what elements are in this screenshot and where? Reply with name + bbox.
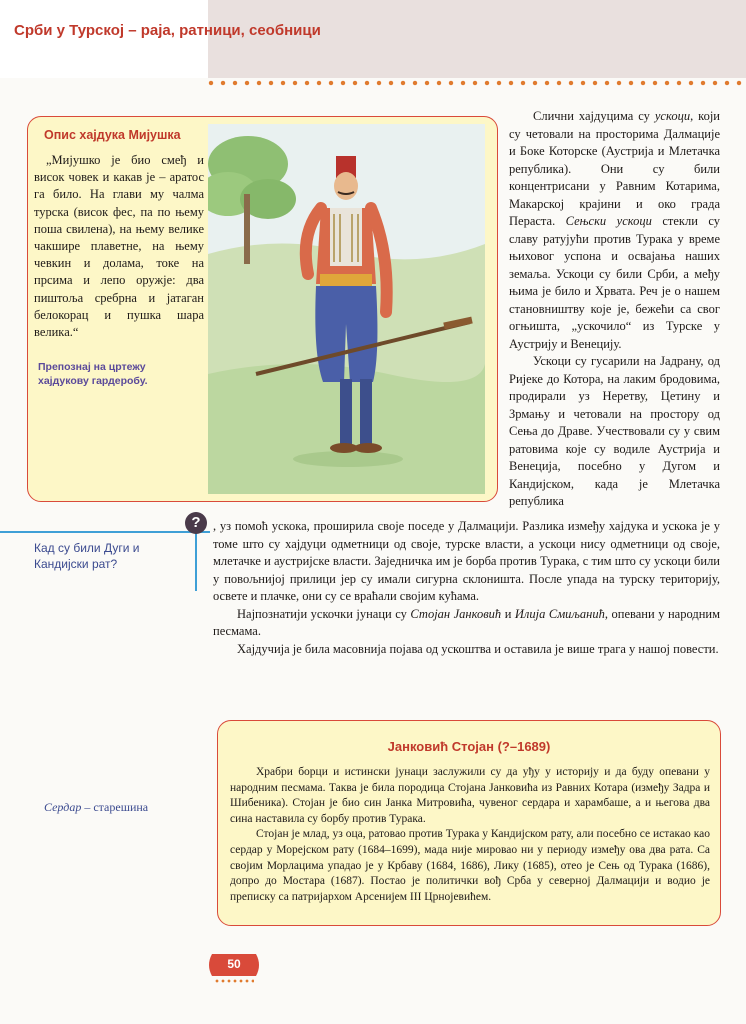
text-span: и [501,606,515,621]
name-ilija: Илија Смиљанић [514,606,605,621]
dotted-divider [205,80,746,86]
right-column-text [509,108,720,511]
term-uskoci: ускоци [654,109,691,123]
text-span: , опевани у народним песмама. [213,606,720,638]
text-span: стекли су славу ратујући против Турака у време њиховог успона и освајања наших земаља. Ускоци су били Срби, а међу њима је било и Хрвата. Реч је о нашем становништву које је, бежећи са свог огњишта, „ускочило“ из Турске у Аустрију и Венецију. [509,214,720,351]
term-senjski-uskoci: Сењски ускоци [565,214,652,228]
question-text: Кад су били Дуги и Кандијски рат? [34,541,140,571]
hajduk-quote: „Мијушко је био смеђ и висок човек и какав је – аратос га било. На глави му чалма турска (висок фес, па по њему поша свилена), на њему велике чакшире плаветне, на њему чевкин и долама, токе на прсима и лепо оружје: два пиштоља сребрна и јатаган белокорац и пушка шара велика.“ [34,153,204,340]
drawing-caption: Препознај на цртежу хајдукову гардеробу. [38,361,148,387]
hajduk-drawing [208,124,485,494]
text-span: , који су четовали на просторима Далмације и Боке Которске (Аустрија и Млетачка република). Они су били концентрисани у Равним Котарима, Макарској крајини и око града Пераста. [509,109,720,228]
page-header [0,0,746,78]
glossary-note [44,800,148,815]
paragraph: Хајдучија је била масовнија појава од ускоштва и оставила је више трага у нашој повести. [237,641,719,656]
header-band [208,0,746,78]
glossary-term: Сердар [44,800,82,814]
name-stojan: Стојан Јанковић [410,606,502,621]
stojan-box-title: Јанковић Стојан (?–1689) [387,739,551,754]
hajduk-box-heading: Опис хајдука Мијушка [44,128,181,142]
main-text [213,518,720,658]
question-rule [0,531,210,533]
question-rule-vertical [195,525,197,591]
page-number: 50 [227,957,241,971]
question-icon: ? [185,512,207,534]
stojan-box-text [230,765,710,905]
paragraph: Ускоци су гусарили на Јадрану, од Ријеке до Котора, на лаким бродовима, продирали уз Неретву, Цетину и Зрмању и четовали на простору од Сења до Драве. Учествовали су у свим ратовима које су водиле Аустрија и Венеција, посебно у Дугом и Кандијском, када је Млетачка република [509,354,720,508]
page-number-dots [214,979,254,983]
chapter-title: Срби у Турској – раја, ратници, сеобници [14,22,321,39]
paragraph: Храбри борци и истински јунаци заслужили су да уђу у историју и да буду опевани у народним песмама. Таква је била породица Стојана Јанковића из Равних Котара (између Задра и Шибеника). Стојан је био син Јанка Митровића, чувеног сердара и харамбаше, а и његова два сина наставила су борбу против Турака. [230,766,710,825]
paragraph: , уз помоћ ускока, проширила своје поседе у Далмацији. Разлика између хајдука и ускока је у томе што су хајдуци одметници од своје, турске власти, а ускоци нису одметници од своје, млетачке и аустријске власти. Заједничка им је борба против Турака, с тим што су ускоци били у повољнијој прилици јер су имали сигурна склоништа. После упада на турску територију, освете и плачке, они су се враћали својим кућама. [213,519,720,603]
text-span: Слични хајдуцима су [533,109,655,123]
glossary-definition: – старешина [81,800,149,814]
text-span: Најпознатији ускочки јунаци су [237,606,411,621]
paragraph: Стојан је млад, уз оца, ратовао против Турака у Кандијском рату, али посебно се истакао као сердар у Морејском рату (1684–1699), мада није мировао ни у периоду између ова два рата. Са својим Морлацима упадао је у Крбаву (1684, 1686), Лику (1685), отео је Сењ од Турака (1686), допро до Мостара (1687). Постао је политички вођ Срба у северној Далмацији и водио је преписку са патријархом Арсенијем III Црнојевићем. [230,828,710,903]
